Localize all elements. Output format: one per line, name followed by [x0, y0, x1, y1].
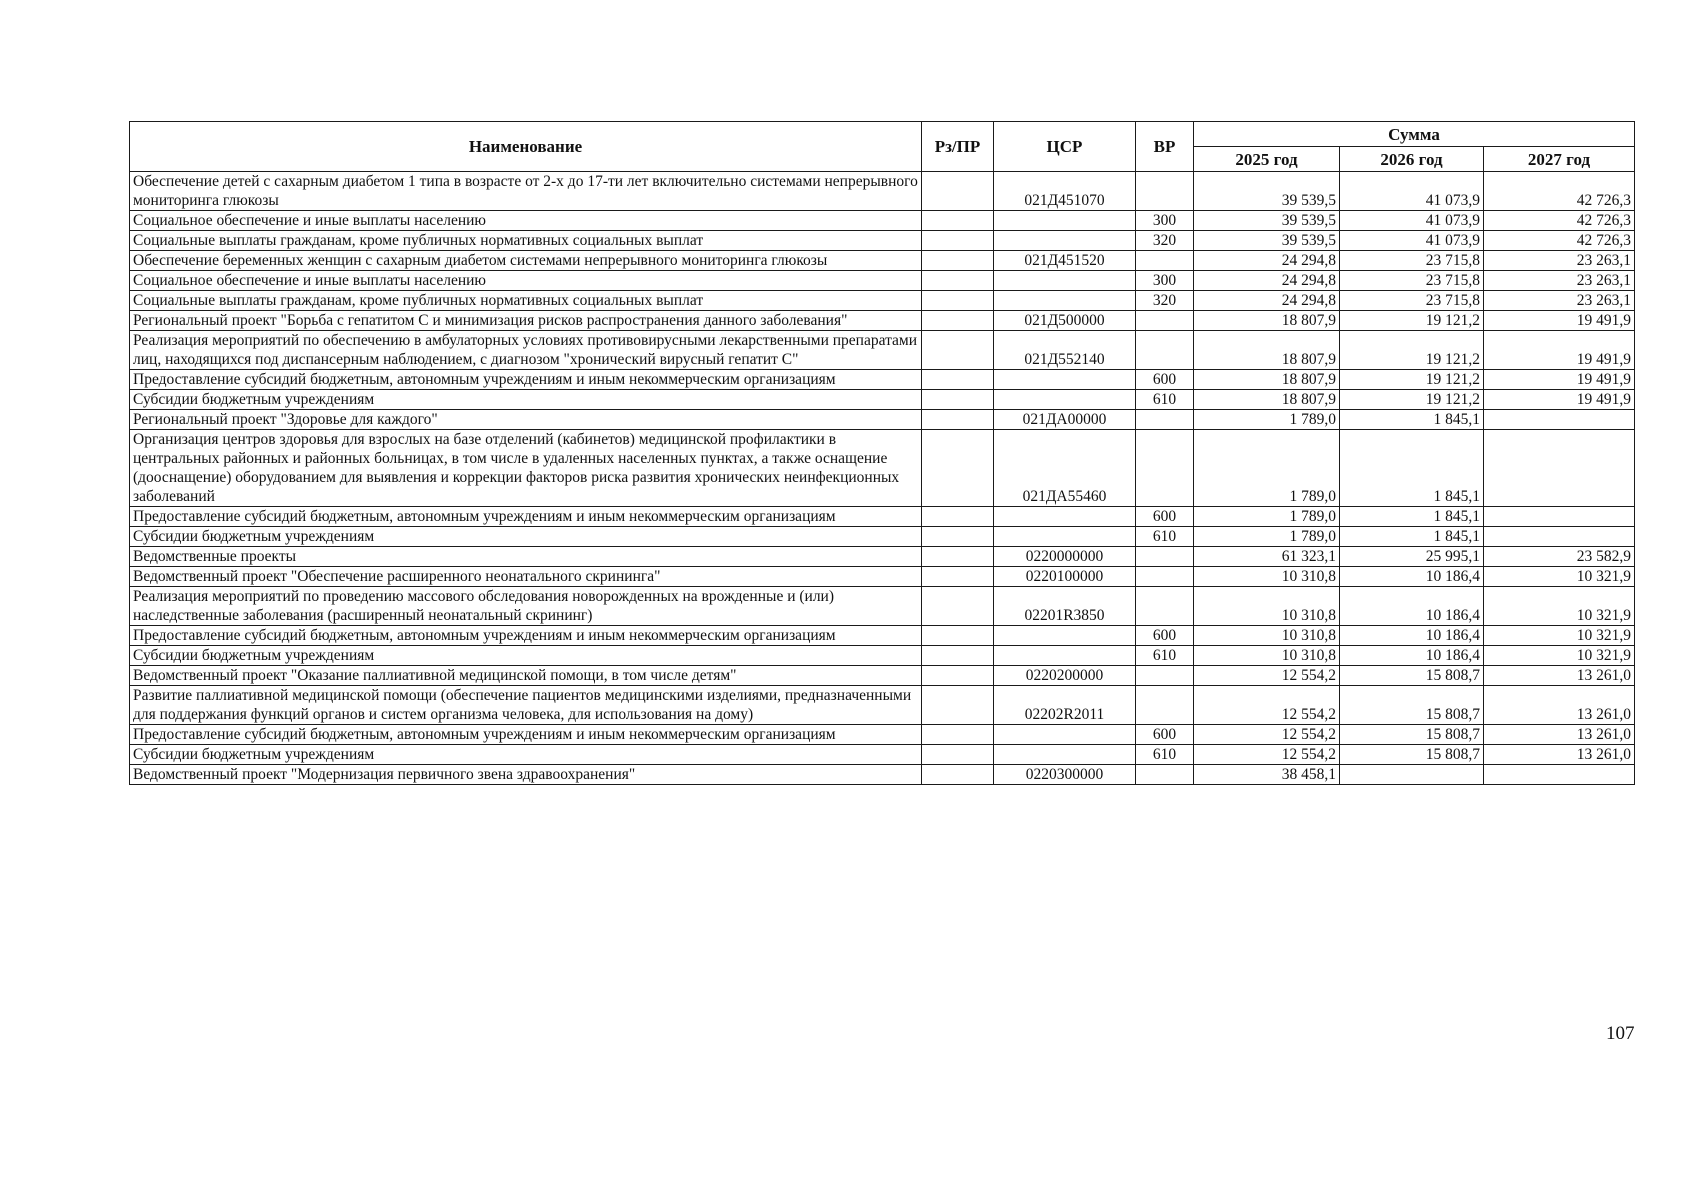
row-sum-2027-cell: 10 321,9 [1484, 626, 1635, 646]
row-sum-2026-cell: 19 121,2 [1340, 311, 1484, 331]
row-csr-cell: 02202R2011 [994, 686, 1136, 725]
row-sum-2026-cell: 23 715,8 [1340, 271, 1484, 291]
row-sum-2025-cell: 10 310,8 [1194, 626, 1340, 646]
row-csr-cell: 021Д552140 [994, 331, 1136, 370]
row-vr-cell [1136, 331, 1194, 370]
row-sum-2027-cell: 23 263,1 [1484, 271, 1635, 291]
row-csr-cell [994, 370, 1136, 390]
row-sum-2025-cell: 18 807,9 [1194, 370, 1340, 390]
table-row [130, 507, 1635, 527]
row-csr-cell [994, 626, 1136, 646]
header-name: Наименование [130, 122, 922, 172]
row-name-cell: Предоставление субсидий бюджетным, автономным учреждениям и иным некоммерческим организациям [130, 370, 922, 390]
row-name-cell: Развитие паллиативной медицинской помощи (обеспечение пациентов медицинскими изделиями, предназначенными для поддержания функций органов и систем организма человека, для использования на дому) [130, 686, 922, 725]
row-vr-cell [1136, 430, 1194, 507]
table-row [130, 331, 1635, 370]
row-vr-cell: 610 [1136, 745, 1194, 765]
row-sum-2026-cell: 19 121,2 [1340, 370, 1484, 390]
row-name-cell: Субсидии бюджетным учреждениям [130, 527, 922, 547]
row-name-cell: Ведомственные проекты [130, 547, 922, 567]
row-name-cell: Ведомственный проект "Модернизация первичного звена здравоохранения" [130, 765, 922, 785]
row-sum-2027-cell: 10 321,9 [1484, 646, 1635, 666]
row-name-cell: Предоставление субсидий бюджетным, автономным учреждениям и иным некоммерческим организациям [130, 626, 922, 646]
row-sum-2026-cell: 10 186,4 [1340, 587, 1484, 626]
header-rz: Рз/ПР [922, 122, 994, 172]
header-vr: ВР [1136, 122, 1194, 172]
row-name-cell: Обеспечение беременных женщин с сахарным диабетом системами непрерывного мониторинга глюкозы [130, 251, 922, 271]
row-name-cell: Региональный проект "Борьба с гепатитом С и минимизация рисков распространения данного заболевания" [130, 311, 922, 331]
row-vr-cell: 320 [1136, 231, 1194, 251]
table-row [130, 765, 1635, 785]
table-row [130, 410, 1635, 430]
row-sum-2025-cell: 12 554,2 [1194, 666, 1340, 686]
row-rz-cell [922, 390, 994, 410]
row-rz-cell [922, 587, 994, 626]
row-vr-cell: 610 [1136, 527, 1194, 547]
table-row [130, 211, 1635, 231]
table-row [130, 370, 1635, 390]
row-vr-cell: 300 [1136, 271, 1194, 291]
table-row [130, 390, 1635, 410]
row-name-cell: Субсидии бюджетным учреждениям [130, 745, 922, 765]
row-csr-cell: 021Д451070 [994, 172, 1136, 211]
row-vr-cell [1136, 410, 1194, 430]
page-number: 107 [1606, 1023, 1635, 1044]
row-rz-cell [922, 271, 994, 291]
row-rz-cell [922, 507, 994, 527]
row-sum-2026-cell: 1 845,1 [1340, 410, 1484, 430]
row-sum-2026-cell: 25 995,1 [1340, 547, 1484, 567]
row-sum-2027-cell: 13 261,0 [1484, 686, 1635, 725]
row-sum-2026-cell: 10 186,4 [1340, 567, 1484, 587]
row-sum-2027-cell: 23 263,1 [1484, 251, 1635, 271]
row-sum-2025-cell: 12 554,2 [1194, 725, 1340, 745]
row-sum-2025-cell: 61 323,1 [1194, 547, 1340, 567]
row-sum-2027-cell: 23 582,9 [1484, 547, 1635, 567]
row-csr-cell [994, 390, 1136, 410]
row-sum-2025-cell: 24 294,8 [1194, 271, 1340, 291]
row-csr-cell: 0220100000 [994, 567, 1136, 587]
row-rz-cell [922, 311, 994, 331]
row-vr-cell [1136, 172, 1194, 211]
row-sum-2027-cell: 19 491,9 [1484, 331, 1635, 370]
row-sum-2025-cell: 38 458,1 [1194, 765, 1340, 785]
row-name-cell: Обеспечение детей с сахарным диабетом 1 типа в возрасте от 2-х до 17-ти лет включительно системами непрерывного мониторинга глюкозы [130, 172, 922, 211]
row-sum-2027-cell: 10 321,9 [1484, 587, 1635, 626]
row-sum-2026-cell: 41 073,9 [1340, 172, 1484, 211]
row-csr-cell: 0220200000 [994, 666, 1136, 686]
row-rz-cell [922, 725, 994, 745]
table-row [130, 172, 1635, 211]
row-sum-2026-cell: 15 808,7 [1340, 745, 1484, 765]
row-sum-2025-cell: 12 554,2 [1194, 745, 1340, 765]
row-vr-cell [1136, 567, 1194, 587]
row-sum-2026-cell: 10 186,4 [1340, 646, 1484, 666]
header-year-2025: 2025 год [1194, 147, 1340, 172]
row-csr-cell: 021Д451520 [994, 251, 1136, 271]
row-vr-cell: 610 [1136, 646, 1194, 666]
row-rz-cell [922, 331, 994, 370]
row-csr-cell: 021ДА55460 [994, 430, 1136, 507]
row-sum-2026-cell: 41 073,9 [1340, 211, 1484, 231]
row-rz-cell [922, 547, 994, 567]
row-sum-2025-cell: 24 294,8 [1194, 291, 1340, 311]
row-rz-cell [922, 430, 994, 507]
row-vr-cell [1136, 251, 1194, 271]
row-vr-cell [1136, 686, 1194, 725]
row-sum-2027-cell: 19 491,9 [1484, 311, 1635, 331]
row-vr-cell: 320 [1136, 291, 1194, 311]
row-sum-2026-cell: 1 845,1 [1340, 527, 1484, 547]
row-sum-2027-cell [1484, 430, 1635, 507]
row-vr-cell: 610 [1136, 390, 1194, 410]
row-rz-cell [922, 211, 994, 231]
row-sum-2027-cell [1484, 507, 1635, 527]
row-rz-cell [922, 646, 994, 666]
row-sum-2027-cell: 42 726,3 [1484, 211, 1635, 231]
row-vr-cell [1136, 765, 1194, 785]
row-name-cell: Предоставление субсидий бюджетным, автономным учреждениям и иным некоммерческим организациям [130, 507, 922, 527]
row-sum-2025-cell: 18 807,9 [1194, 390, 1340, 410]
table-row [130, 725, 1635, 745]
row-name-cell: Субсидии бюджетным учреждениям [130, 390, 922, 410]
row-name-cell: Социальные выплаты гражданам, кроме публичных нормативных социальных выплат [130, 231, 922, 251]
row-sum-2026-cell: 1 845,1 [1340, 430, 1484, 507]
row-vr-cell: 600 [1136, 507, 1194, 527]
row-sum-2026-cell: 10 186,4 [1340, 626, 1484, 646]
table-row [130, 686, 1635, 725]
row-rz-cell [922, 686, 994, 725]
table-row [130, 430, 1635, 507]
row-rz-cell [922, 666, 994, 686]
row-name-cell: Ведомственный проект "Оказание паллиативной медицинской помощи, в том числе детям" [130, 666, 922, 686]
budget-table [129, 121, 1635, 785]
row-sum-2027-cell: 23 263,1 [1484, 291, 1635, 311]
row-sum-2025-cell: 39 539,5 [1194, 231, 1340, 251]
table-row [130, 745, 1635, 765]
budget-table-sheet [129, 121, 1634, 785]
row-csr-cell: 021ДА00000 [994, 410, 1136, 430]
row-name-cell: Субсидии бюджетным учреждениям [130, 646, 922, 666]
row-sum-2026-cell [1340, 765, 1484, 785]
row-sum-2026-cell: 1 845,1 [1340, 507, 1484, 527]
row-name-cell: Предоставление субсидий бюджетным, автономным учреждениям и иным некоммерческим организациям [130, 725, 922, 745]
row-sum-2026-cell: 19 121,2 [1340, 331, 1484, 370]
row-rz-cell [922, 172, 994, 211]
table-row [130, 666, 1635, 686]
row-sum-2025-cell: 1 789,0 [1194, 507, 1340, 527]
row-name-cell: Реализация мероприятий по обеспечению в амбулаторных условиях противовирусными лекарственными препаратами лиц, находящихся под диспансерным наблюдением, с диагнозом "хронический вирусный гепатит С" [130, 331, 922, 370]
row-sum-2025-cell: 1 789,0 [1194, 430, 1340, 507]
table-row [130, 587, 1635, 626]
row-sum-2027-cell [1484, 765, 1635, 785]
row-csr-cell [994, 291, 1136, 311]
row-name-cell: Социальное обеспечение и иные выплаты населению [130, 211, 922, 231]
row-csr-cell [994, 507, 1136, 527]
row-sum-2025-cell: 1 789,0 [1194, 410, 1340, 430]
row-vr-cell: 600 [1136, 626, 1194, 646]
row-csr-cell: 0220000000 [994, 547, 1136, 567]
row-sum-2026-cell: 15 808,7 [1340, 666, 1484, 686]
row-rz-cell [922, 626, 994, 646]
row-rz-cell [922, 291, 994, 311]
row-sum-2027-cell [1484, 527, 1635, 547]
row-csr-cell [994, 211, 1136, 231]
row-sum-2025-cell: 10 310,8 [1194, 587, 1340, 626]
row-name-cell: Региональный проект "Здоровье для каждого" [130, 410, 922, 430]
row-sum-2027-cell: 19 491,9 [1484, 390, 1635, 410]
row-name-cell: Социальные выплаты гражданам, кроме публичных нормативных социальных выплат [130, 291, 922, 311]
row-name-cell: Реализация мероприятий по проведению массового обследования новорожденных на врожденные и (или) наследственные заболевания (расширенный неонатальный скрининг) [130, 587, 922, 626]
row-vr-cell: 600 [1136, 725, 1194, 745]
row-vr-cell [1136, 547, 1194, 567]
row-sum-2027-cell: 42 726,3 [1484, 231, 1635, 251]
row-rz-cell [922, 765, 994, 785]
row-csr-cell [994, 231, 1136, 251]
header-csr: ЦСР [994, 122, 1136, 172]
row-sum-2026-cell: 41 073,9 [1340, 231, 1484, 251]
row-rz-cell [922, 745, 994, 765]
table-row [130, 271, 1635, 291]
table-row [130, 291, 1635, 311]
row-csr-cell [994, 745, 1136, 765]
row-sum-2025-cell: 24 294,8 [1194, 251, 1340, 271]
row-sum-2025-cell: 10 310,8 [1194, 646, 1340, 666]
row-sum-2025-cell: 1 789,0 [1194, 527, 1340, 547]
header-year-2027: 2027 год [1484, 147, 1635, 172]
header-sum: Сумма [1194, 122, 1635, 147]
row-rz-cell [922, 410, 994, 430]
row-sum-2026-cell: 19 121,2 [1340, 390, 1484, 410]
row-csr-cell: 02201R3850 [994, 587, 1136, 626]
row-vr-cell: 300 [1136, 211, 1194, 231]
row-sum-2025-cell: 18 807,9 [1194, 331, 1340, 370]
table-row [130, 567, 1635, 587]
row-sum-2027-cell [1484, 410, 1635, 430]
table-row [130, 231, 1635, 251]
row-sum-2026-cell: 15 808,7 [1340, 725, 1484, 745]
row-rz-cell [922, 527, 994, 547]
row-sum-2027-cell: 42 726,3 [1484, 172, 1635, 211]
row-rz-cell [922, 370, 994, 390]
row-name-cell: Социальное обеспечение и иные выплаты населению [130, 271, 922, 291]
row-sum-2027-cell: 10 321,9 [1484, 567, 1635, 587]
table-row [130, 527, 1635, 547]
row-sum-2025-cell: 12 554,2 [1194, 686, 1340, 725]
row-csr-cell [994, 271, 1136, 291]
row-csr-cell [994, 725, 1136, 745]
row-csr-cell [994, 527, 1136, 547]
row-csr-cell: 021Д500000 [994, 311, 1136, 331]
row-sum-2027-cell: 13 261,0 [1484, 725, 1635, 745]
row-sum-2026-cell: 23 715,8 [1340, 251, 1484, 271]
row-sum-2025-cell: 39 539,5 [1194, 172, 1340, 211]
header-year-2026: 2026 год [1340, 147, 1484, 172]
table-body [130, 172, 1635, 785]
row-vr-cell [1136, 311, 1194, 331]
row-sum-2025-cell: 10 310,8 [1194, 567, 1340, 587]
row-csr-cell: 0220300000 [994, 765, 1136, 785]
table-row [130, 311, 1635, 331]
row-sum-2025-cell: 39 539,5 [1194, 211, 1340, 231]
row-rz-cell [922, 231, 994, 251]
row-sum-2027-cell: 13 261,0 [1484, 666, 1635, 686]
row-vr-cell [1136, 587, 1194, 626]
row-rz-cell [922, 251, 994, 271]
table-header-row [130, 122, 1635, 147]
row-vr-cell: 600 [1136, 370, 1194, 390]
row-sum-2026-cell: 23 715,8 [1340, 291, 1484, 311]
row-vr-cell [1136, 666, 1194, 686]
table-row [130, 547, 1635, 567]
row-sum-2027-cell: 13 261,0 [1484, 745, 1635, 765]
row-name-cell: Ведомственный проект "Обеспечение расширенного неонатального скрининга" [130, 567, 922, 587]
row-csr-cell [994, 646, 1136, 666]
row-name-cell: Организация центров здоровья для взрослых на базе отделений (кабинетов) медицинской профилактики в центральных районных и районных больницах, в том числе в удаленных населенных пунктах, а также оснащение (дооснащение) оборудованием для выявления и коррекции факторов риска развития хронических неинфекционных заболеваний [130, 430, 922, 507]
row-sum-2026-cell: 15 808,7 [1340, 686, 1484, 725]
row-sum-2027-cell: 19 491,9 [1484, 370, 1635, 390]
table-row [130, 646, 1635, 666]
row-sum-2025-cell: 18 807,9 [1194, 311, 1340, 331]
table-row [130, 626, 1635, 646]
row-rz-cell [922, 567, 994, 587]
table-row [130, 251, 1635, 271]
